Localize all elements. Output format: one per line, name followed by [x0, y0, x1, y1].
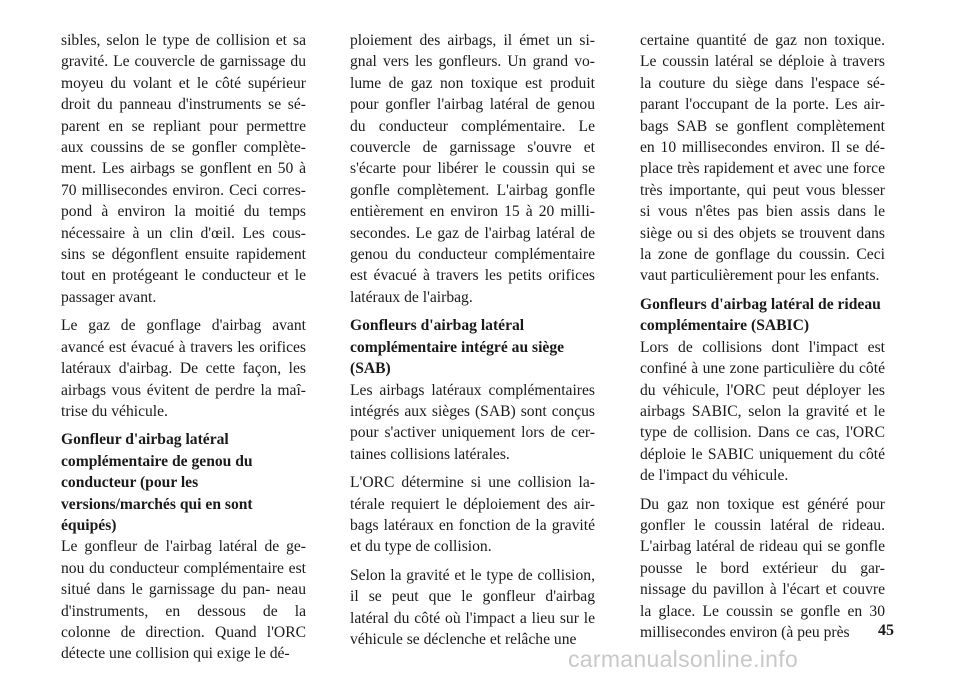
watermark: carmanualsonline.info	[568, 646, 799, 672]
text-column-2	[350, 30, 595, 657]
paragraph: certaine quantité de gaz non toxique. Le coussin latéral se déploie à travers la couture du siège dans l'espace sé- parant l'occupant de la porte. Les air- bags SAB se gonflent complètement en 10 millisecondes environ. Il se dé- place très rapidement et avec une force très importante, qui peut vous blesser si vous n'êtes pas bien assis dans le siège ou si des objets se trouvent dans la zone de gonflage du coussin. Ceci vaut particulièrement pour les enfants.	[640, 32, 885, 285]
section-heading: Gonfleurs d'airbag latéral de rideau complémentaire (SABIC)	[640, 295, 881, 335]
paragraph: ploiement des airbags, il émet un si- gnal vers les gonfleurs. Un grand vo- lume de gaz non toxique est produit pour gonfler l'airbag latéral de genou du conducteur complémentaire. Le couvercle de garnissage s'ouvre et s'écarte pour libérer le coussin qui se gonfle complètement. L'airbag gonfle entièrement en environ 15 à 20 milli- secondes. Le gaz de l'airbag latéral de genou du conducteur complémentaire est évacué à travers les petits orifices latéraux de l'airbag.	[350, 32, 595, 306]
section-heading: Gonfleurs d'airbag latéral complémentaire intégré au siège (SAB)	[350, 317, 565, 378]
paragraph: Les airbags latéraux complémentaires intégrés aux sièges (SAB) sont conçus pour s'activer uniquement lors de cer- taines collisions latérales.	[350, 381, 595, 463]
paragraph: sibles, selon le type de collision et sa gravité. Le couvercle de garnissage du moyeu du volant et le côté supérieur droit du panneau d'instruments se sé- parent en se repliant pour permettre aux coussins de se gonfler complète- ment. Les airbags se gonflent en 50 à 70 millisecondes environ. Ceci corres- pond à environ la moitié du temps nécessaire à un clin d'œil. Les cous- sins se dégonflent ensuite rapidement tout en protégeant le conducteur et le passager avant.	[61, 32, 306, 306]
paragraph: Le gonfleur de l'airbag latéral de ge- nou du conducteur complémentaire est situé dans le garnissage du pan- neau d'instruments, en dessous de la colonne de direction. Quand l'ORC détecte une collision qui exige le dé-	[61, 538, 306, 663]
paragraph: L'ORC détermine si une collision la- térale requiert le déploiement des air- bags latéraux en fonction de la gravité et du type de collision.	[350, 474, 595, 556]
paragraph: Lors de collisions dont l'impact est confiné à une zone particulière du côté du véhicule, l'ORC peut déployer les airbags SABIC, selon la gravité et le type de collision. Dans ce cas, l'ORC déploie le SABIC uniquement du côté de l'impact du véhicule.	[640, 338, 885, 485]
text-column-3	[640, 30, 885, 650]
paragraph: Du gaz non toxique est généré pour gonfler le coussin latéral de rideau. L'airbag latéral de rideau qui se gonfle pousse le bord extérieur du gar- nissage du pavillon à l'écart et couvre la glace. Le coussin se gonfle en 30 millisecondes environ (à peu près	[640, 495, 885, 641]
page-number: 45	[878, 622, 894, 639]
text-column-1	[61, 30, 306, 672]
section-heading: Gonfleur d'airbag latéral complémentaire de genou du conducteur (pour les versions/marchés qui en sont équipés)	[61, 431, 253, 534]
paragraph: Selon la gravité et le type de collision, il se peut que le gonfleur d'airbag latéral du côté où l'impact a lieu sur le véhicule se déclenche et relâche une	[350, 566, 595, 648]
paragraph: Le gaz de gonflage d'airbag avant avancé est évacué à travers les orifices latéraux d'airbag. De cette façon, les airbags vous évitent de perdre la maî- trise du véhicule.	[61, 317, 306, 420]
